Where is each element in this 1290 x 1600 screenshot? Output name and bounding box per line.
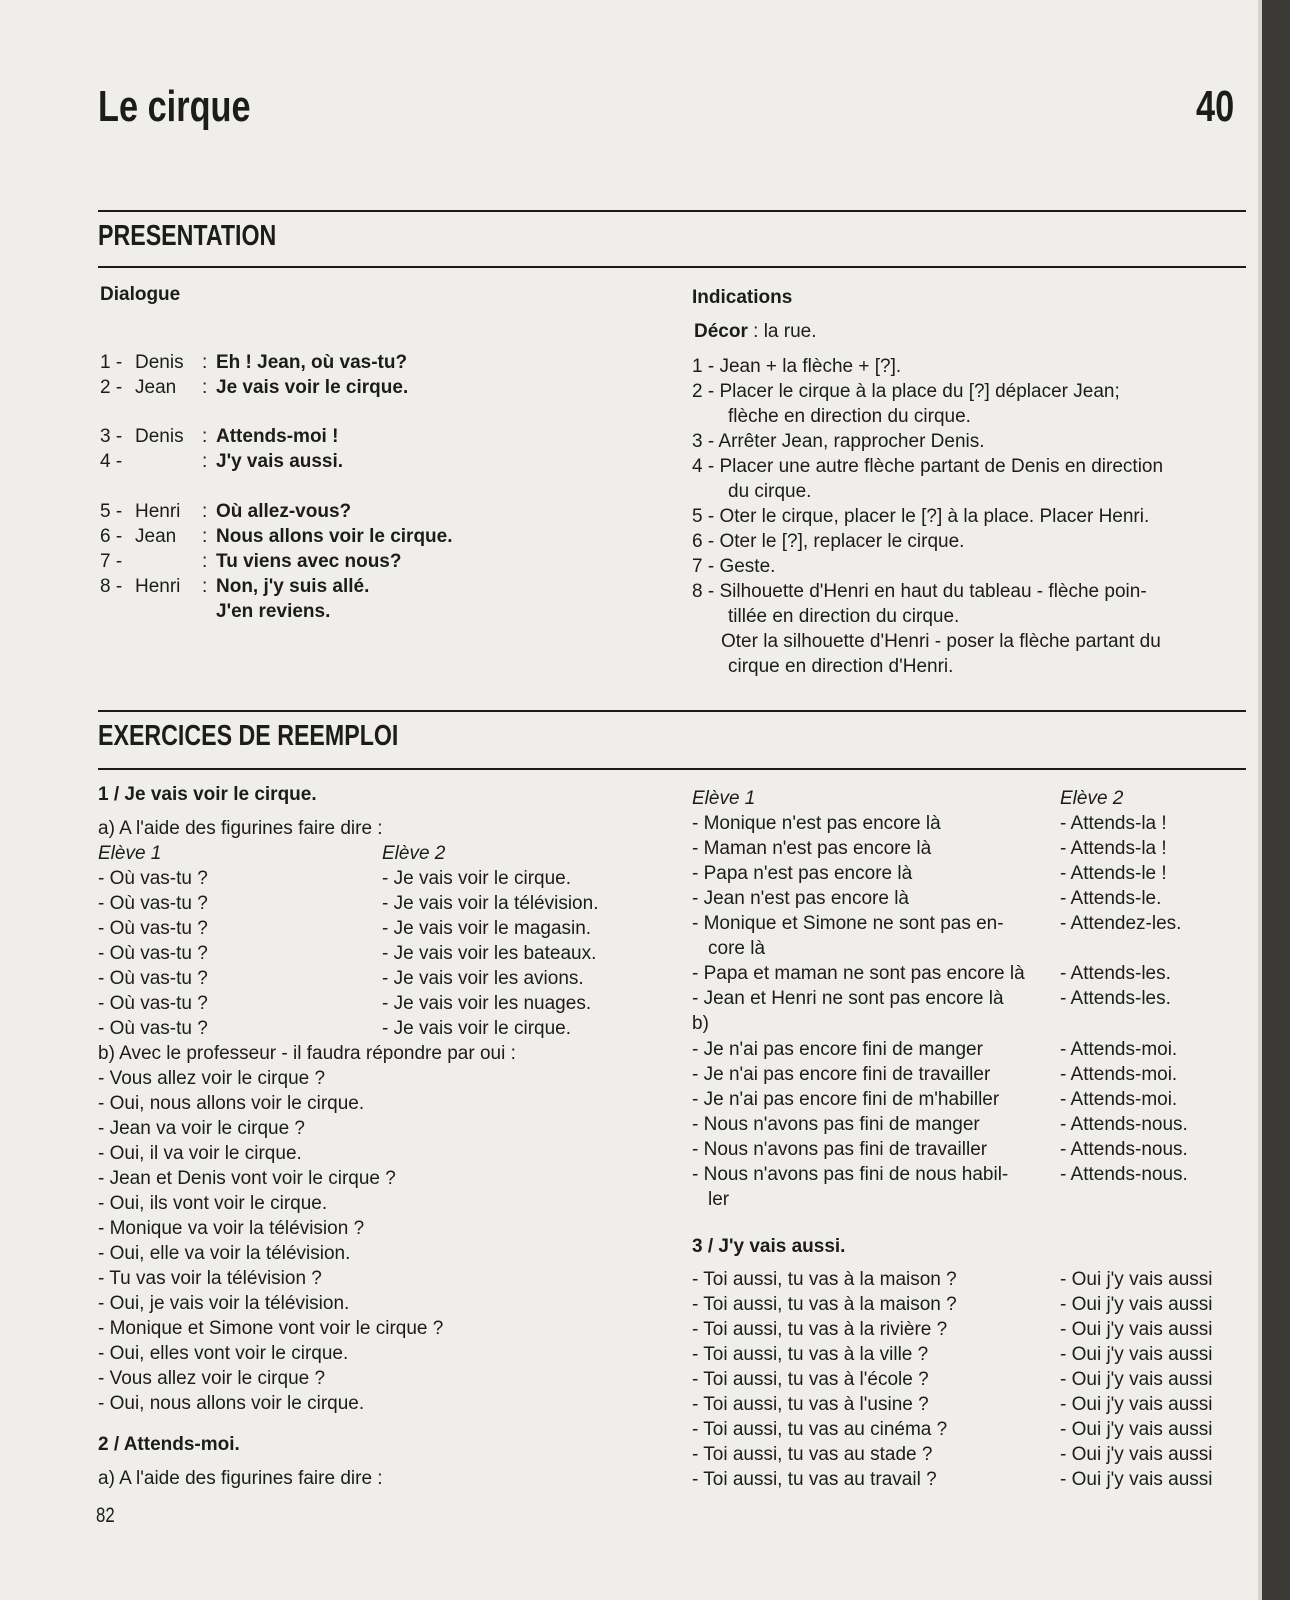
rule <box>98 266 1246 268</box>
ex2-reply: - Attends-les. <box>1060 963 1171 984</box>
ex2-statement: - Jean n'est pas encore là <box>692 888 909 909</box>
ex3-question: - Toi aussi, tu vas à la ville ? <box>692 1344 929 1365</box>
dialogue-text: Je vais voir le cirque. <box>216 377 409 398</box>
ex3-answer: - Oui j'y vais aussi <box>1060 1469 1213 1490</box>
dialogue-speaker: Henri <box>135 501 181 522</box>
ex1-b-line: - Monique et Simone vont voir le cirque ? <box>98 1318 444 1339</box>
ex2-statement: - Monique n'est pas encore là <box>692 813 941 834</box>
dialogue-text: Tu viens avec nous? <box>216 551 402 572</box>
ex1-b-line: - Vous allez voir le cirque ? <box>98 1368 326 1389</box>
ex1-b-line: - Monique va voir la télévision ? <box>98 1218 365 1239</box>
indication-line: 3 - Arrêter Jean, rapprocher Denis. <box>692 431 985 452</box>
ex1-col2-label: Elève 2 <box>382 843 446 864</box>
ex2-b-statement: - Je n'ai pas encore fini de m'habiller <box>692 1089 1000 1110</box>
dialogue-line-number: 5 - <box>100 501 123 522</box>
ex2-statement: - Papa et maman ne sont pas encore là <box>692 963 1025 984</box>
indication-line: 5 - Oter le cirque, placer le [?] à la place. Placer Henri. <box>692 506 1150 527</box>
ex1-b-line: - Jean va voir le cirque ? <box>98 1118 305 1139</box>
ex2-reply: - Attends-la ! <box>1060 838 1167 859</box>
ex2-statement: core là <box>708 938 766 959</box>
ex1-col1-label: Elève 1 <box>98 843 162 864</box>
ex2-statement: - Papa n'est pas encore là <box>692 863 913 884</box>
ex3-question: - Toi aussi, tu vas à l'école ? <box>692 1369 929 1390</box>
ex2-reply: - Attends-la ! <box>1060 813 1167 834</box>
dialogue-text: Où allez-vous? <box>216 501 352 522</box>
ex3-question: - Toi aussi, tu vas à l'usine ? <box>692 1394 929 1415</box>
ex1-answer: - Je vais voir le cirque. <box>382 1018 572 1039</box>
rule <box>98 768 1246 770</box>
ex1-b-line: - Oui, elle va voir la télévision. <box>98 1243 351 1264</box>
indication-line: 4 - Placer une autre flèche partant de Denis en direction <box>692 456 1164 477</box>
section-heading-presentation: PRESENTATION <box>98 220 277 252</box>
ex1-question: - Où vas-tu ? <box>98 993 208 1014</box>
decor-line <box>694 321 817 343</box>
ex2-reply: - Attends-le. <box>1060 888 1162 909</box>
ex3-answer: - Oui j'y vais aussi <box>1060 1419 1213 1440</box>
exercise-2-title: 2 / Attends-moi. <box>98 1434 240 1455</box>
ex1-b-line: - Oui, nous allons voir le cirque. <box>98 1393 365 1414</box>
ex3-question: - Toi aussi, tu vas au stade ? <box>692 1444 933 1465</box>
indications-heading: Indications <box>692 287 793 308</box>
page-title: Le cirque <box>98 82 251 131</box>
dialogue-speaker: Jean <box>135 526 177 547</box>
ex1-b-line: - Vous allez voir le cirque ? <box>98 1068 326 1089</box>
ex3-answer: - Oui j'y vais aussi <box>1060 1444 1213 1465</box>
ex1-b-line: - Oui, je vais voir la télévision. <box>98 1293 350 1314</box>
exercise-3-title: 3 / J'y vais aussi. <box>692 1236 846 1257</box>
ex3-answer: - Oui j'y vais aussi <box>1060 1294 1213 1315</box>
ex2-statement: - Maman n'est pas encore là <box>692 838 932 859</box>
dialogue-colon: : <box>202 576 208 597</box>
page-binding-edge <box>1262 0 1290 1600</box>
decor-label: Décor <box>694 321 748 342</box>
ex1-question: - Où vas-tu ? <box>98 868 208 889</box>
indication-line: flèche en direction du cirque. <box>728 406 971 427</box>
ex2-b-reply: - Attends-moi. <box>1060 1089 1178 1110</box>
indication-line: cirque en direction d'Henri. <box>728 656 954 677</box>
ex3-question: - Toi aussi, tu vas à la rivière ? <box>692 1319 948 1340</box>
ex1-b-line: - Jean et Denis vont voir le cirque ? <box>98 1168 396 1189</box>
section-heading-exercices: EXERCICES DE REEMPLOI <box>98 720 399 752</box>
dialogue-speaker: Henri <box>135 576 181 597</box>
ex3-question: - Toi aussi, tu vas au cinéma ? <box>692 1419 948 1440</box>
ex1-answer: - Je vais voir les bateaux. <box>382 943 597 964</box>
ex2-b-reply: - Attends-moi. <box>1060 1064 1178 1085</box>
indication-line: 6 - Oter le [?], replacer le cirque. <box>692 531 965 552</box>
dialogue-heading: Dialogue <box>100 284 181 305</box>
page-number: 82 <box>96 1504 115 1527</box>
decor-text: : la rue. <box>753 321 817 342</box>
ex2-b-reply: - Attends-nous. <box>1060 1139 1188 1160</box>
ex3-answer: - Oui j'y vais aussi <box>1060 1319 1213 1340</box>
exercise-1-intro-a: a) A l'aide des figurines faire dire : <box>98 818 383 839</box>
ex2-b-statement: - Nous n'avons pas fini de nous habil- <box>692 1164 1009 1185</box>
dialogue-speaker: Denis <box>135 426 184 447</box>
ex3-answer: - Oui j'y vais aussi <box>1060 1344 1213 1365</box>
dialogue-line-number: 8 - <box>100 576 123 597</box>
indication-line: 8 - Silhouette d'Henri en haut du tableau - flèche poin- <box>692 581 1147 602</box>
dialogue-line-number: 2 - <box>100 377 123 398</box>
ex2-b-statement: - Nous n'avons pas fini de manger <box>692 1114 980 1135</box>
dialogue-colon: : <box>202 451 208 472</box>
dialogue-colon: : <box>202 426 208 447</box>
ex2-reply: - Attends-les. <box>1060 988 1171 1009</box>
dialogue-colon: : <box>202 377 208 398</box>
dialogue-colon: : <box>202 501 208 522</box>
dialogue-text: J'en reviens. <box>216 601 331 622</box>
exercise-2-intro-a: a) A l'aide des figurines faire dire : <box>98 1468 383 1489</box>
ex2-col1-label: Elève 1 <box>692 788 756 809</box>
ex1-b-line: - Oui, ils vont voir le cirque. <box>98 1193 328 1214</box>
ex2-b-statement: ler <box>708 1189 730 1210</box>
dialogue-line-number: 1 - <box>100 352 123 373</box>
ex2-statement: - Monique et Simone ne sont pas en- <box>692 913 1004 934</box>
exercise-2-b-label: b) <box>692 1013 709 1034</box>
ex1-answer: - Je vais voir les nuages. <box>382 993 592 1014</box>
ex2-statement: - Jean et Henri ne sont pas encore là <box>692 988 1004 1009</box>
dialogue-speaker: Jean <box>135 377 177 398</box>
ex1-question: - Où vas-tu ? <box>98 968 208 989</box>
ex2-reply: - Attendez-les. <box>1060 913 1182 934</box>
indication-line: tillée en direction du cirque. <box>728 606 960 627</box>
ex3-question: - Toi aussi, tu vas à la maison ? <box>692 1269 957 1290</box>
ex1-answer: - Je vais voir le cirque. <box>382 868 572 889</box>
ex1-question: - Où vas-tu ? <box>98 893 208 914</box>
ex2-b-statement: - Je n'ai pas encore fini de travailler <box>692 1064 991 1085</box>
ex1-question: - Où vas-tu ? <box>98 918 208 939</box>
ex3-answer: - Oui j'y vais aussi <box>1060 1269 1213 1290</box>
dialogue-text: J'y vais aussi. <box>216 451 344 472</box>
dialogue-line-number: 3 - <box>100 426 123 447</box>
indication-line: 7 - Geste. <box>692 556 776 577</box>
ex2-b-statement: - Nous n'avons pas fini de travailler <box>692 1139 988 1160</box>
dialogue-line-number: 6 - <box>100 526 123 547</box>
rule <box>98 710 1246 712</box>
ex2-b-statement: - Je n'ai pas encore fini de manger <box>692 1039 983 1060</box>
dialogue-colon: : <box>202 526 208 547</box>
ex1-b-line: - Oui, il va voir le cirque. <box>98 1143 302 1164</box>
ex3-answer: - Oui j'y vais aussi <box>1060 1394 1213 1415</box>
exercise-1-title: 1 / Je vais voir le cirque. <box>98 784 317 805</box>
indication-line: 1 - Jean + la flèche + [?]. <box>692 356 902 377</box>
dialogue-text: Nous allons voir le cirque. <box>216 526 453 547</box>
ex1-question: - Où vas-tu ? <box>98 943 208 964</box>
dialogue-line-number: 4 - <box>100 451 123 472</box>
dialogue-colon: : <box>202 551 208 572</box>
rule <box>98 210 1246 212</box>
dialogue-line-number: 7 - <box>100 551 123 572</box>
ex2-b-reply: - Attends-nous. <box>1060 1164 1188 1185</box>
ex3-question: - Toi aussi, tu vas au travail ? <box>692 1469 937 1490</box>
ex1-answer: - Je vais voir la télévision. <box>382 893 599 914</box>
dialogue-text: Eh ! Jean, où vas-tu? <box>216 352 408 373</box>
indication-line: 2 - Placer le cirque à la place du [?] déplacer Jean; <box>692 381 1120 402</box>
dialogue-text: Non, j'y suis allé. <box>216 576 370 597</box>
ex1-b-line: - Oui, elles vont voir le cirque. <box>98 1343 349 1364</box>
dialogue-colon: : <box>202 352 208 373</box>
indication-line: Oter la silhouette d'Henri - poser la flèche partant du <box>721 631 1161 652</box>
ex1-b-line: - Tu vas voir la télévision ? <box>98 1268 322 1289</box>
dialogue-text: Attends-moi ! <box>216 426 339 447</box>
dialogue-speaker: Denis <box>135 352 184 373</box>
ex1-b-line: - Oui, nous allons voir le cirque. <box>98 1093 365 1114</box>
ex2-b-reply: - Attends-moi. <box>1060 1039 1178 1060</box>
ex3-question: - Toi aussi, tu vas à la maison ? <box>692 1294 957 1315</box>
lesson-number: 40 <box>1196 82 1235 131</box>
ex1-question: - Où vas-tu ? <box>98 1018 208 1039</box>
ex2-col2-label: Elève 2 <box>1060 788 1124 809</box>
ex2-reply: - Attends-le ! <box>1060 863 1167 884</box>
exercise-1-intro-b: b) Avec le professeur - il faudra répondre par oui : <box>98 1043 516 1064</box>
ex1-answer: - Je vais voir le magasin. <box>382 918 592 939</box>
ex3-answer: - Oui j'y vais aussi <box>1060 1369 1213 1390</box>
indication-line: du cirque. <box>728 481 812 502</box>
ex1-answer: - Je vais voir les avions. <box>382 968 584 989</box>
ex2-b-reply: - Attends-nous. <box>1060 1114 1188 1135</box>
